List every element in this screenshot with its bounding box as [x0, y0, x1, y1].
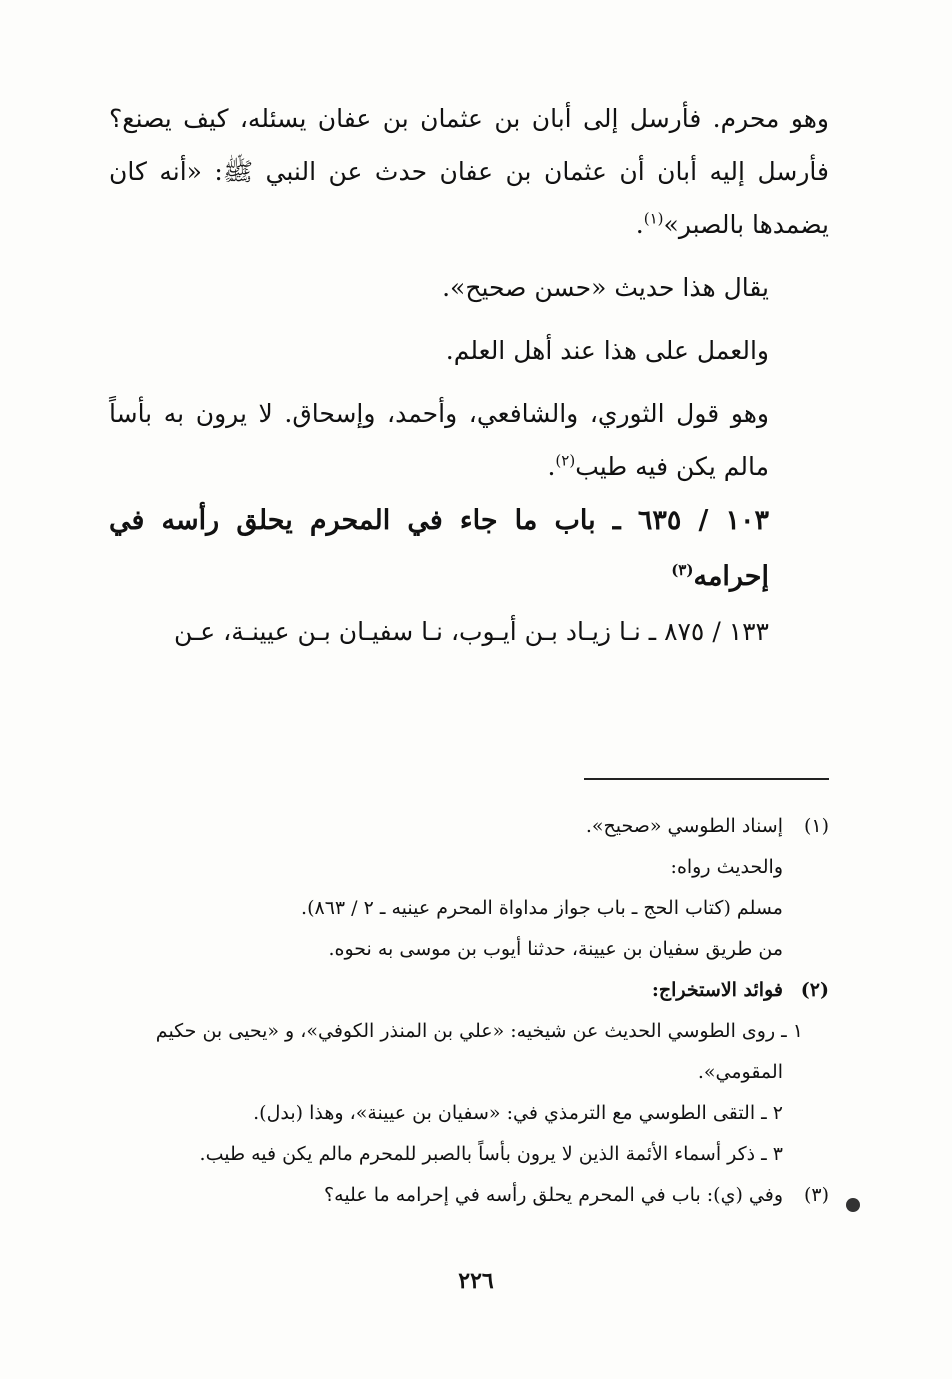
hadith-start: ١٣٣ / ٨٧٥ ـ نـا زيـاد بـن أيـوب، نـا سفيـان بـن عيينـة، عـن	[173, 617, 769, 646]
footnote-divider	[584, 778, 829, 780]
footnote-2-item-2: ٢ ـ التقى الطوسي مع الترمذي في: «سفيان بن عيينة»، وهذا (بدل).	[253, 1102, 783, 1124]
footnote-1	[107, 806, 829, 847]
paragraph-4-end: .	[547, 452, 556, 481]
paragraph-1-text: وهو محرم. فأرسل إلى أبان بن عثمان بن عفان يسئله، كيف يصنع؟ فأرسل إليه أبان أن عثمان بن عفان حدث عن النبي ﷺ: «أنه كان يضمدها بالصبر»	[109, 104, 829, 239]
footnote-2	[107, 970, 829, 1011]
footnote-3-number: (٣)	[803, 1184, 829, 1206]
chapter-heading	[109, 493, 829, 605]
footnote-ref-1[interactable]: (١)	[643, 209, 664, 228]
paragraph-4-text: وهو قول الثوري، والشافعي، وأحمد، وإسحاق. لا يرون به بأساً مالم يكن فيه طيب	[109, 399, 769, 481]
paragraph-3: والعمل على هذا عند أهل العلم.	[445, 336, 769, 365]
footnote-1-line-3: مسلم (كتاب الحج ـ باب جواز مداواة المحرم عينيه ـ ٢ / ٨٦٣).	[301, 897, 783, 919]
ink-smudge	[846, 1198, 860, 1212]
footnote-3	[107, 1175, 829, 1216]
footnote-1-line-4: من طريق سفيان بن عيينة، حدثنا أيوب بن موسى به نحوه.	[328, 938, 783, 960]
page-number: ٢٢٦	[458, 1268, 494, 1294]
footnote-1-line-2: والحديث رواه:	[670, 856, 783, 878]
footnote-2-number: (٢)	[800, 979, 829, 1001]
main-text	[109, 92, 829, 658]
footnote-ref-2[interactable]: (٢)	[555, 451, 576, 470]
footnote-1-text: إسناد الطوسي «صحيح».	[585, 815, 783, 837]
footnote-1-number: (١)	[803, 815, 829, 837]
paragraph-4	[109, 387, 829, 493]
paragraph-1-end: .	[635, 210, 644, 239]
footnote-2-item-1-cont: المقومي».	[697, 1061, 783, 1083]
footnote-2-item-1: ١ ـ روى الطوسي الحديث عن شيخيه: «علي بن المنذر الكوفي»، و «يحيى بن حكيم	[155, 1020, 803, 1042]
footnote-2-item-3: ٣ ـ ذكر أسماء الأئمة الذين لا يرون بأساً بالصبر للمحرم مالم يكن فيه طيب.	[199, 1143, 783, 1165]
footnotes	[107, 806, 829, 1216]
footnote-3-text: وفي (ي): باب في المحرم يحلق رأسه في إحرامه ما عليه؟	[324, 1184, 783, 1206]
paragraph-1	[109, 92, 829, 251]
paragraph-2: يقال هذا حديث «حسن صحيح».	[442, 273, 769, 302]
footnote-ref-3[interactable]: (٣)	[671, 561, 694, 579]
chapter-heading-text: ١٠٣ / ٦٣٥ ـ باب ما جاء في المحرم يحلق رأسه في إحرامه	[109, 505, 769, 592]
footnote-2-text: فوائد الاستخراج:	[651, 979, 783, 1001]
